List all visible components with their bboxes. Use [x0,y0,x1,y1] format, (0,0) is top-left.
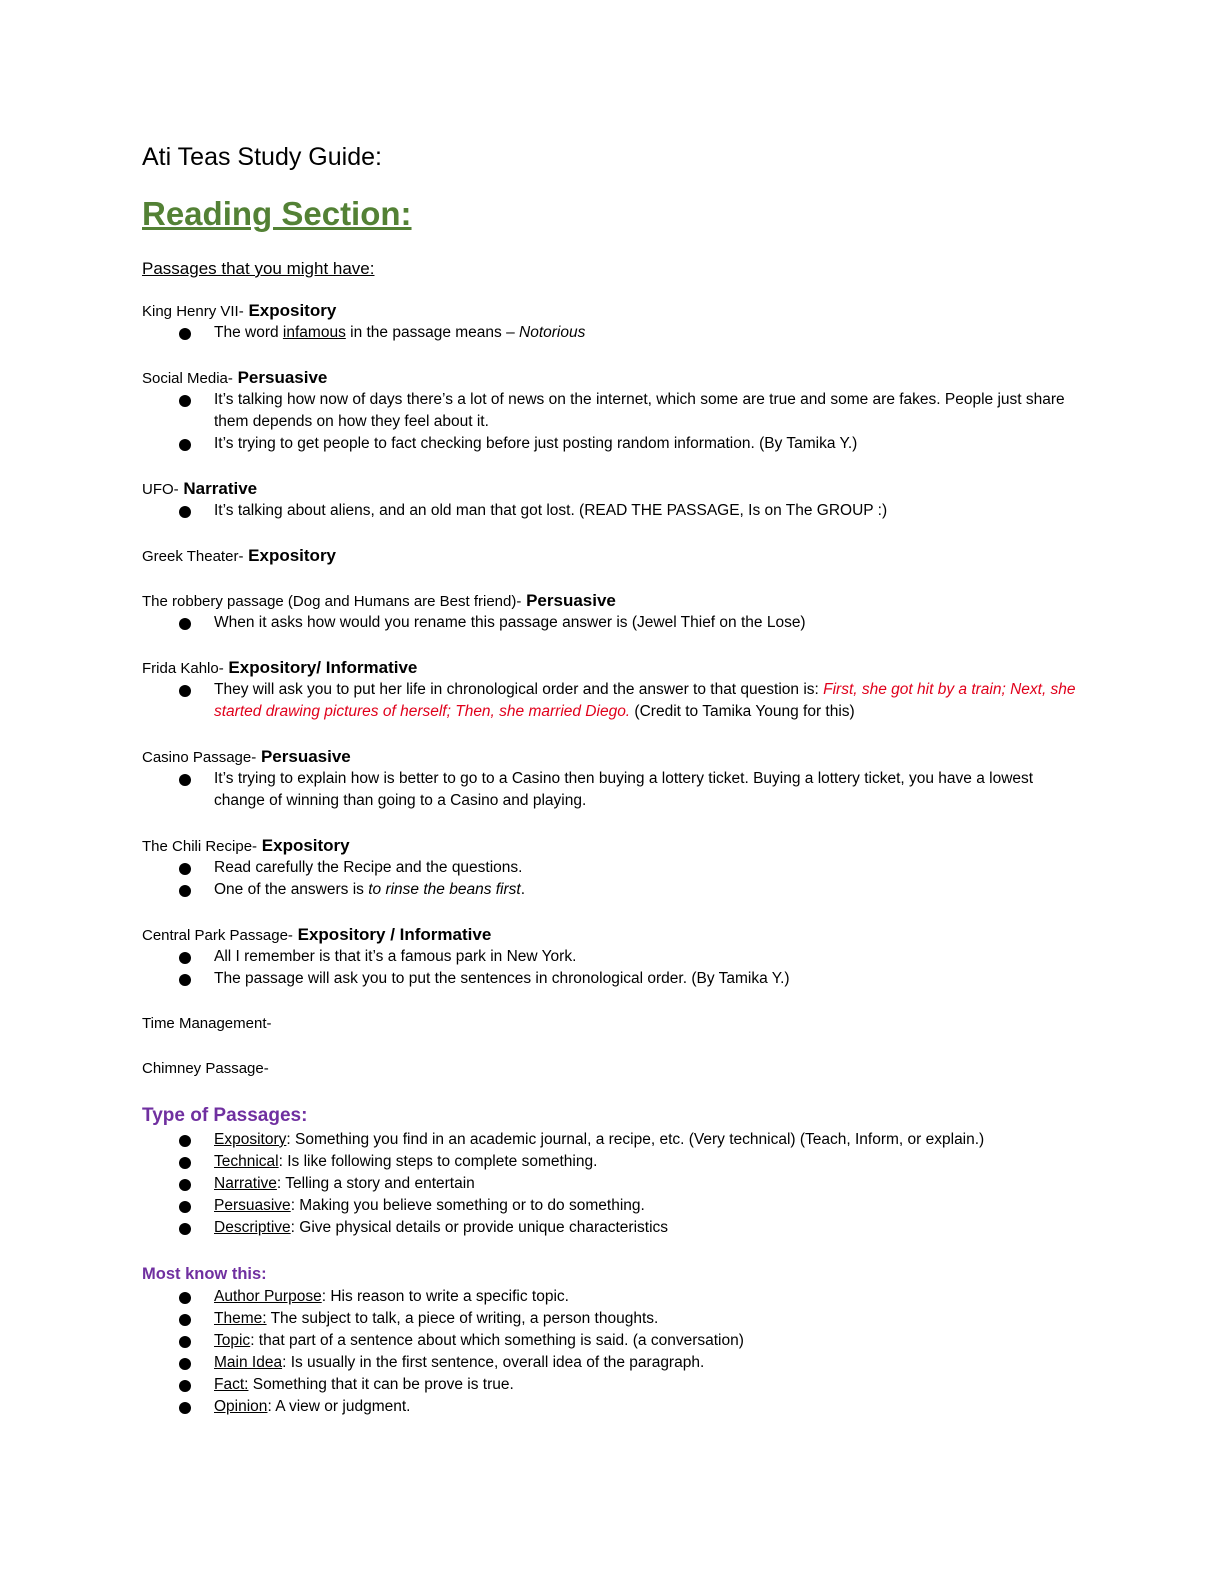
underlined-term: Opinion [214,1398,268,1415]
bullet-icon [179,1292,191,1304]
list-item [142,1352,1082,1374]
item-text: (Credit to Tamika Young for this) [630,703,855,720]
spacer [142,990,1082,1013]
bullet-icon [179,1358,191,1370]
item-text: All I remember is that it’s a famous park in New York. [214,948,577,965]
bullet-icon [179,1314,191,1326]
passage-heading [142,478,1082,500]
types-list [142,1129,1082,1239]
bullet-icon [179,974,191,986]
bullet-icon [179,1135,191,1147]
passage-bullets [142,946,1082,990]
list-item [142,1129,1082,1151]
bullet-icon [179,328,191,340]
bullet-icon [179,618,191,630]
list-item [142,857,1082,879]
item-text: : Is usually in the first sentence, overall idea of the paragraph. [282,1354,705,1371]
item-text: The word [214,324,283,341]
item-text: : Is like following steps to complete something. [278,1153,598,1170]
item-text: . [520,881,526,898]
item-text: : Telling a story and entertain [276,1175,475,1192]
item-text: Read carefully the Recipe and the questions. [214,859,523,876]
passage-entry [142,590,1082,634]
passage-type: Persuasive [256,747,351,766]
styled-text: Notorious [519,324,586,341]
bullet-icon [179,1179,191,1191]
bullet-icon [179,952,191,964]
passage-heading [142,590,1082,612]
spacer [142,1035,1082,1058]
must-know-heading: Most know this: [142,1265,267,1283]
passage-type: Expository [257,836,350,855]
passage-entry [142,835,1082,901]
spacer [142,455,1082,478]
item-text: It’s talking about aliens, and an old man that got lost. (READ THE PASSAGE, Is on The GROUP :) [214,502,888,519]
underlined-term: Fact: [214,1376,249,1393]
list-item [142,1374,1082,1396]
passage-heading [142,835,1082,857]
list-item [142,1396,1082,1418]
spacer [142,723,1082,746]
passage-heading [142,367,1082,389]
passage-entry [142,746,1082,812]
passage-bullets [142,612,1082,634]
passage-bullets [142,679,1082,723]
spacer [142,522,1082,545]
passage-bullets [142,389,1082,455]
underlined-term: Author Purpose [214,1288,322,1305]
section-title: Reading Section: [142,195,412,232]
passage-name: Central Park Passage- [142,927,293,944]
passage-name: Chimney Passage- [142,1060,269,1077]
item-text: The passage will ask you to put the sentences in chronological order. (By Tamika Y.) [214,970,790,987]
passage-type: Expository [243,546,337,565]
list-item [142,768,1082,812]
spacer [142,1080,1082,1103]
passage-heading [142,746,1082,768]
list-item [142,679,1082,723]
passage-heading [142,300,1082,322]
bullet-icon [179,1336,191,1348]
list-item [142,389,1082,433]
passage-entry [142,1058,1082,1080]
passage-entry [142,1013,1082,1035]
underlined-term: infamous [282,324,346,341]
item-text: : Give physical details or provide unique characteristics [290,1219,669,1236]
spacer [142,344,1082,367]
spacer [142,634,1082,657]
bullet-icon [179,685,191,697]
document-body [142,300,1082,1418]
bullet-icon [179,885,191,897]
item-text: One of the answers is [214,881,369,898]
passage-name: Greek Theater- [142,548,244,565]
passage-bullets [142,322,1082,344]
item-text: Something that it can be prove is true. [248,1376,514,1393]
bullet-icon [179,439,191,451]
list-item [142,1286,1082,1308]
list-item [142,946,1082,968]
bullet-icon [179,774,191,786]
list-item [142,1151,1082,1173]
underlined-term: Main Idea [214,1354,283,1371]
document-title: Ati Teas Study Guide: [142,143,382,171]
list-item [142,1217,1082,1239]
passage-name: Frida Kahlo- [142,660,224,677]
item-text: : A view or judgment. [267,1398,411,1415]
passage-heading [142,1013,1082,1035]
list-item [142,433,1082,455]
list-item [142,500,1082,522]
item-text: The subject to talk, a piece of writing, a person thoughts. [266,1310,659,1327]
passage-heading [142,545,1082,567]
bullet-icon [179,1223,191,1235]
passage-name: UFO- [142,481,179,498]
list-item [142,968,1082,990]
item-text: : Something you find in an academic journal, a recipe, etc. (Very technical) (Teach, Inform, or explain.) [286,1131,985,1148]
bullet-icon [179,1201,191,1213]
styled-text: to rinse the beans first [368,881,521,898]
passage-name: King Henry VII- [142,303,244,320]
underlined-term: Descriptive [214,1219,291,1236]
passage-bullets [142,768,1082,812]
passage-bullets [142,500,1082,522]
passage-name: Time Management- [142,1015,272,1032]
passage-heading [142,657,1082,679]
passages-subheading: Passages that you might have: [142,259,375,278]
list-item [142,879,1082,901]
passage-heading [142,1058,1082,1080]
passage-type: Expository/ Informative [223,658,418,677]
passage-entry [142,657,1082,723]
bullet-icon [179,1380,191,1392]
underlined-term: Narrative [214,1175,277,1192]
item-text: It’s trying to explain how is better to go to a Casino then buying a lottery ticket. Buying a lottery ticket, you have a lowest change of winning than going to a Casino and playing. [214,770,1034,809]
must-know-list [142,1286,1082,1418]
types-heading: Type of Passages: [142,1105,308,1126]
item-text: : Making you believe something or to do something. [290,1197,645,1214]
passage-entry [142,300,1082,344]
styled-text: First, she got hit by a train; Next, she started drawing pictures of herself; Then, she married Diego. [214,681,1076,720]
list-item [142,1330,1082,1352]
underlined-term: Theme: [214,1310,267,1327]
bullet-icon [179,1402,191,1414]
passage-entry [142,367,1082,455]
item-text: : that part of a sentence about which something is said. (a conversation) [250,1332,744,1349]
passage-heading [142,924,1082,946]
underlined-term: Topic [214,1332,251,1349]
underlined-term: Expository [214,1131,287,1148]
item-text: in the passage means – [345,324,520,341]
spacer [142,567,1082,590]
bullet-icon [179,863,191,875]
passage-type: Persuasive [232,368,328,387]
item-text: They will ask you to put her life in chronological order and the answer to that question is: [214,681,824,698]
passage-name: The Chili Recipe- [142,838,258,855]
item-text: It’s trying to get people to fact checking before just posting random information. (By Tamika Y.) [214,435,858,452]
passage-type: Persuasive [521,591,616,610]
underlined-term: Technical [214,1153,279,1170]
item-text: When it asks how would you rename this passage answer is (Jewel Thief on the Lose) [214,614,806,631]
passage-entry [142,545,1082,567]
bullet-icon [179,395,191,407]
list-item [142,1195,1082,1217]
spacer [142,901,1082,924]
passage-type: Expository [243,301,337,320]
passage-name: The robbery passage (Dog and Humans are Best friend)- [142,593,522,610]
list-item [142,322,1082,344]
list-item [142,1173,1082,1195]
passage-entry [142,924,1082,990]
spacer [142,812,1082,835]
passage-type: Expository / Informative [292,925,492,944]
passage-name: Casino Passage- [142,749,257,766]
spacer [142,1239,1082,1262]
passage-name: Social Media- [142,370,233,387]
list-item [142,612,1082,634]
item-text: It’s talking how now of days there’s a lot of news on the internet, which some are true and some are fakes. People just share them depends on how they feel about it. [214,391,1065,430]
underlined-term: Persuasive [214,1197,291,1214]
passage-entry [142,478,1082,522]
passage-type: Narrative [178,479,258,498]
list-item [142,1308,1082,1330]
bullet-icon [179,506,191,518]
passage-bullets [142,857,1082,901]
item-text: : His reason to write a specific topic. [321,1288,569,1305]
bullet-icon [179,1157,191,1169]
